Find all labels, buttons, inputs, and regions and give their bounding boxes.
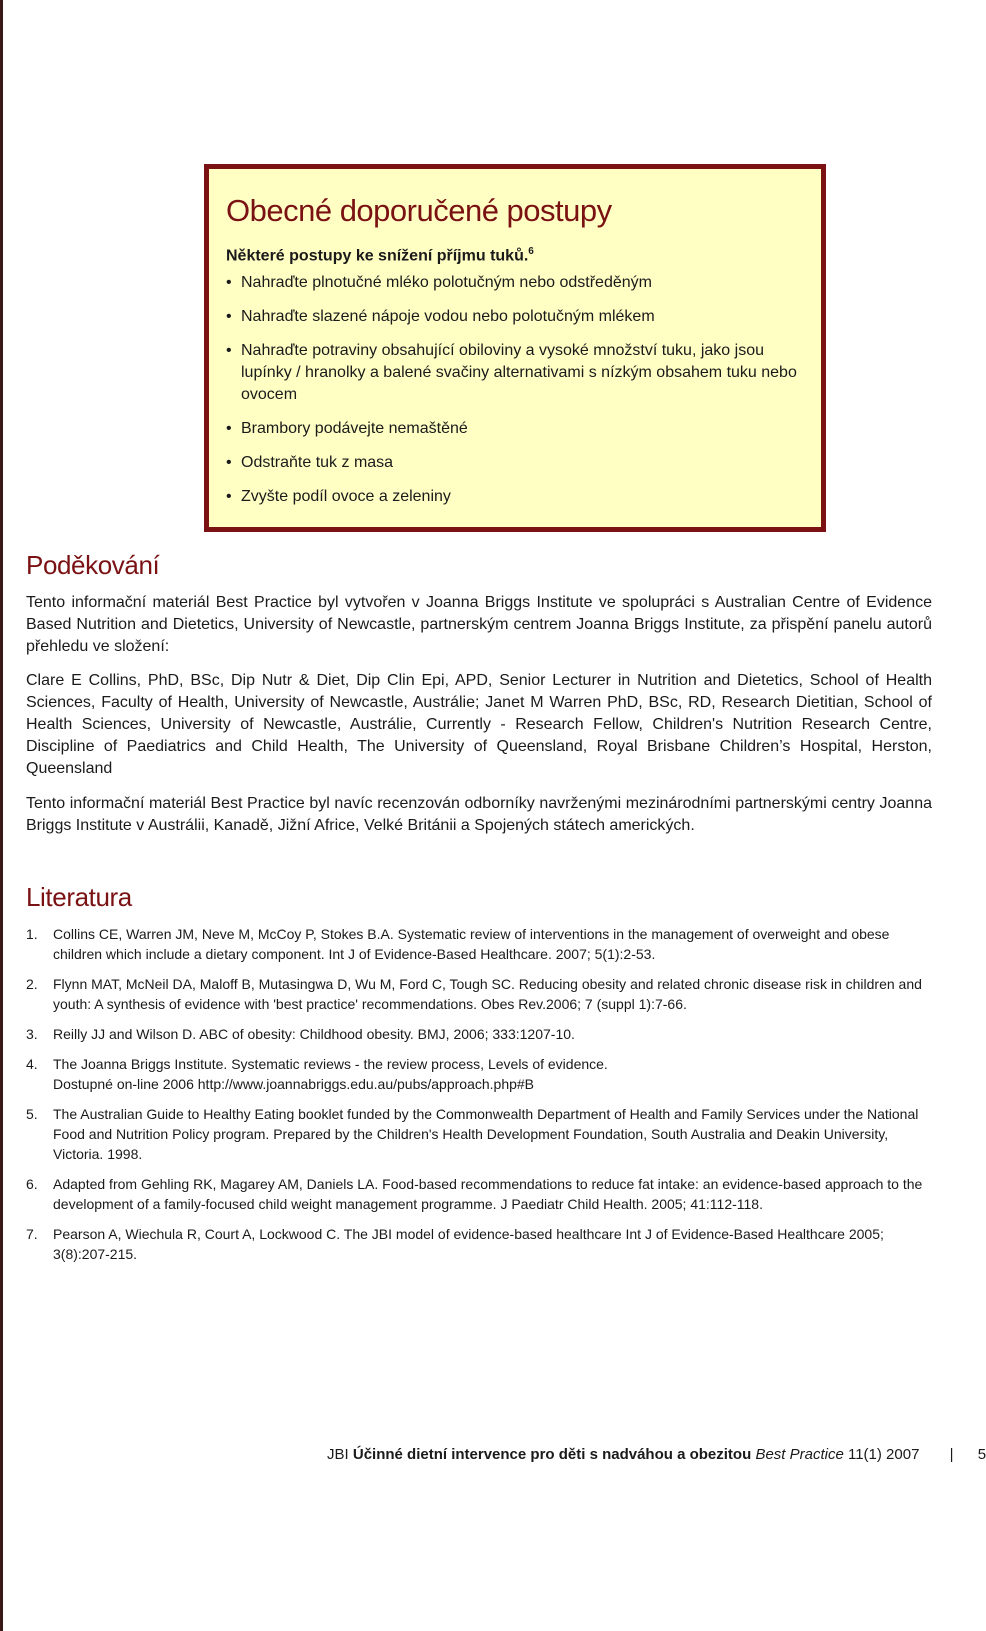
footer-separator: | <box>949 1446 954 1463</box>
reference-link[interactable]: Dostupné on-line 2006 http://www.joannabriggs.edu.au/pubs/approach.php#B <box>53 1076 535 1092</box>
reference-list <box>26 924 926 1274</box>
reference-item <box>26 1054 926 1094</box>
reference-number: 5. <box>26 1106 38 1122</box>
box-subtitle-text: Některé postupy ke snížení příjmu tuků. <box>226 247 529 265</box>
acknowledgements-paragraph-2: Clare E Collins, PhD, BSc, Dip Nutr & Diet, Dip Clin Epi, APD, Senior Lecturer in Nutrition and Dietetics, School of Health Sciences, Faculty of Health, University of Newcastle, Austrálie; Janet M Warren PhD, BSc, RD, Research Dietitian, School of Health Sciences, University of Newcastle, Austrálie, Currently - Research Fellow, Children's Nutrition Research Centre, Discipline of Paediatrics and Child Health, The University of Queensland, Royal Brisbane Children’s Hospital, Herston, Queensland <box>26 672 932 777</box>
box-subtitle <box>226 242 807 266</box>
literature-heading: Literatura <box>26 882 132 912</box>
reference-item <box>26 924 926 964</box>
reference-item <box>26 974 926 1014</box>
list-item: • Brambory podávejte nemaštěné <box>226 418 807 440</box>
reference-number: 3. <box>26 1026 38 1042</box>
reference-text: Pearson A, Wiechula R, Court A, Lockwood C. The JBI model of evidence-based healthcare Int J of Evidence-Based Healthcare 2005; 3(8):207-215. <box>53 1226 884 1262</box>
footer-series: Best Practice <box>755 1446 844 1463</box>
reference-item <box>26 1104 926 1164</box>
acknowledgements-paragraph-3: Tento informační materiál Best Practice byl navíc recenzován odborníky navrženými mezinárodními partnerskými centry Joanna Briggs Institute v Austrálii, Kanadě, Jižní Africe, Velké Británii a Spojených státech amerických. <box>26 795 932 834</box>
reference-text: The Joanna Briggs Institute. Systematic reviews - the review process, Levels of evidence. <box>53 1056 608 1072</box>
page-number: 5 <box>977 1446 986 1463</box>
footer-issue: 11(1) 2007 <box>847 1446 920 1463</box>
box-title: Obecné doporučené postupy <box>226 193 612 228</box>
acknowledgements-paragraph-1: Tento informační materiál Best Practice byl vytvořen v Joanna Briggs Institute ve spolupráci s Australian Centre of Evidence Based Nutrition and Dietetics, University of Newcastle, partnerským centrem Joanna Briggs Institute, za přispění panelu autorů přehledu ve složení: <box>26 594 932 655</box>
reference-number: 1. <box>26 926 38 942</box>
reference-text: Adapted from Gehling RK, Magarey AM, Daniels LA. Food-based recommendations to reduce fat intake: an evidence-based approach to the development of a family-focused child weight management programme. J Paediatr Child Health. 2005; 41:112-118. <box>53 1176 923 1212</box>
reference-item <box>26 1224 926 1264</box>
acknowledgements-heading: Poděkování <box>26 550 160 580</box>
reference-text: Flynn MAT, McNeil DA, Maloff B, Mutasingwa D, Wu M, Ford C, Tough SC. Reducing obesity and related chronic disease risk in children and youth: A synthesis of evidence with 'best practice' recommendations. Obes Rev.2006; 7 (suppl 1):7-66. <box>53 976 922 1012</box>
reference-number: 2. <box>26 976 38 992</box>
reference-text: Collins CE, Warren JM, Neve M, McCoy P, Stokes B.A. Systematic review of interventions in the management of overweight and obese children which include a dietary component. Int J of Evidence-Based Healthcare. 2007; 5(1):2-53. <box>53 926 890 962</box>
reference-number: 6. <box>26 1176 38 1192</box>
list-item: • Nahraďte potraviny obsahující obiloviny a vysoké množství tuku, jako jsou lupínky / hranolky a balené svačiny alternativami s nízkým obsahem tuku nebo ovocem <box>226 340 807 406</box>
list-item: • Odstraňte tuk z masa <box>226 452 807 474</box>
recommendations-list <box>226 272 807 508</box>
page-left-rule <box>0 0 3 1631</box>
page-footer <box>327 1446 986 1463</box>
list-item: • Nahraďte slazené nápoje vodou nebo polotučným mlékem <box>226 306 807 328</box>
list-item: • Zvyšte podíl ovoce a zeleniny <box>226 486 807 508</box>
footer-org: JBI <box>327 1446 349 1463</box>
reference-text: Reilly JJ and Wilson D. ABC of obesity: Childhood obesity. BMJ, 2006; 333:1207-10. <box>53 1026 575 1042</box>
reference-item <box>26 1024 926 1044</box>
footer-title: Účinné dietní intervence pro děti s nadváhou a obezitou <box>352 1446 752 1463</box>
list-item: • Nahraďte plnotučné mléko polotučným nebo odstředěným <box>226 272 807 294</box>
reference-number: 4. <box>26 1056 38 1072</box>
box-subtitle-ref: 6 <box>528 246 534 257</box>
reference-item <box>26 1174 926 1214</box>
reference-text: The Australian Guide to Healthy Eating booklet funded by the Commonwealth Department of Health and Family Services under the National Food and Nutrition Policy program. Prepared by the Children's Health Development Foundation, South Australia and Deakin University, Victoria. 1998. <box>53 1106 919 1162</box>
recommendations-box <box>204 164 826 532</box>
reference-number: 7. <box>26 1226 38 1242</box>
